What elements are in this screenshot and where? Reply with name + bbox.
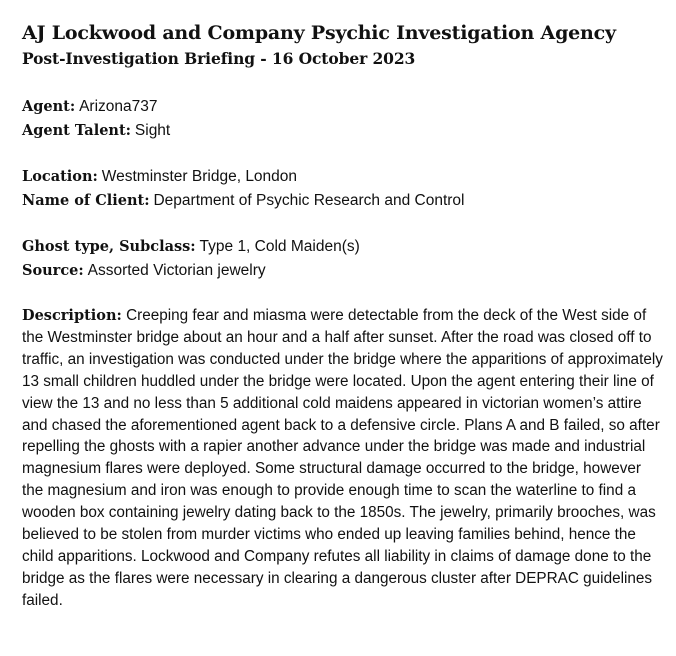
- source-value: Assorted Victorian jewelry: [87, 262, 266, 279]
- location-value: Westminster Bridge, London: [101, 168, 298, 185]
- description-paragraph: [22, 305, 666, 612]
- description-text: Creeping fear and miasma were detectable from the deck of the West side of the Westminster bridge about an hour and a half after sunset. After the road was closed off to traffic, an investigation was conducted under the bridge where the apparitions of approximately 13 small children huddled under the bridge were located. Upon the agent entering their line of view the 13 and no less than 5 additional cold maidens appeared in victorian women’s attire and chased the aforementioned agent back to a defensive circle. Plans A and B failed, so after repelling the ghosts with a rapier another advance under the bridge was made and industrial magnesium flares were deployed. Some structural damage occurred to the bridge, however the magnesium and iron was enough to provide enough time to scan the waterline to find a wooden box containing jewelry dating back to the 1850s. The jewelry, primarily brooches, was believed to be stolen from murder victims who ended up leaving families behind, hence the child apparitions. Lockwood and Company refutes all liability in claims of damage done to the bridge as the flares were necessary in clearing a dangerous cluster after DEPRAC guidelines failed.: [22, 307, 663, 609]
- agent-talent-value: Sight: [134, 122, 171, 139]
- agent-talent-label: Agent Talent:: [22, 122, 132, 139]
- location-section: [22, 165, 666, 213]
- agent-talent-row: [22, 119, 666, 143]
- briefing-document: [22, 20, 666, 627]
- agent-section: [22, 95, 666, 143]
- ghost-type-label: Ghost type, Subclass:: [22, 238, 196, 255]
- ghost-type-value: Type 1, Cold Maiden(s): [199, 238, 360, 255]
- client-value: Department of Psychic Research and Control: [153, 192, 465, 209]
- client-label: Name of Client:: [22, 192, 150, 209]
- location-label: Location:: [22, 168, 98, 185]
- location-row: [22, 165, 666, 189]
- ghost-type-row: [22, 235, 666, 259]
- description-label: Description:: [22, 307, 122, 324]
- source-label: Source:: [22, 262, 84, 279]
- ghost-section: [22, 235, 666, 283]
- agent-value: Arizona737: [79, 98, 158, 115]
- document-title: AJ Lockwood and Company Psychic Investigation Agency: [22, 22, 616, 44]
- agent-label: Agent:: [22, 98, 76, 115]
- document-subtitle: Post-Investigation Briefing - 16 October 2023: [22, 49, 416, 68]
- source-row: [22, 259, 666, 283]
- agent-row: [22, 95, 666, 119]
- client-row: [22, 189, 666, 213]
